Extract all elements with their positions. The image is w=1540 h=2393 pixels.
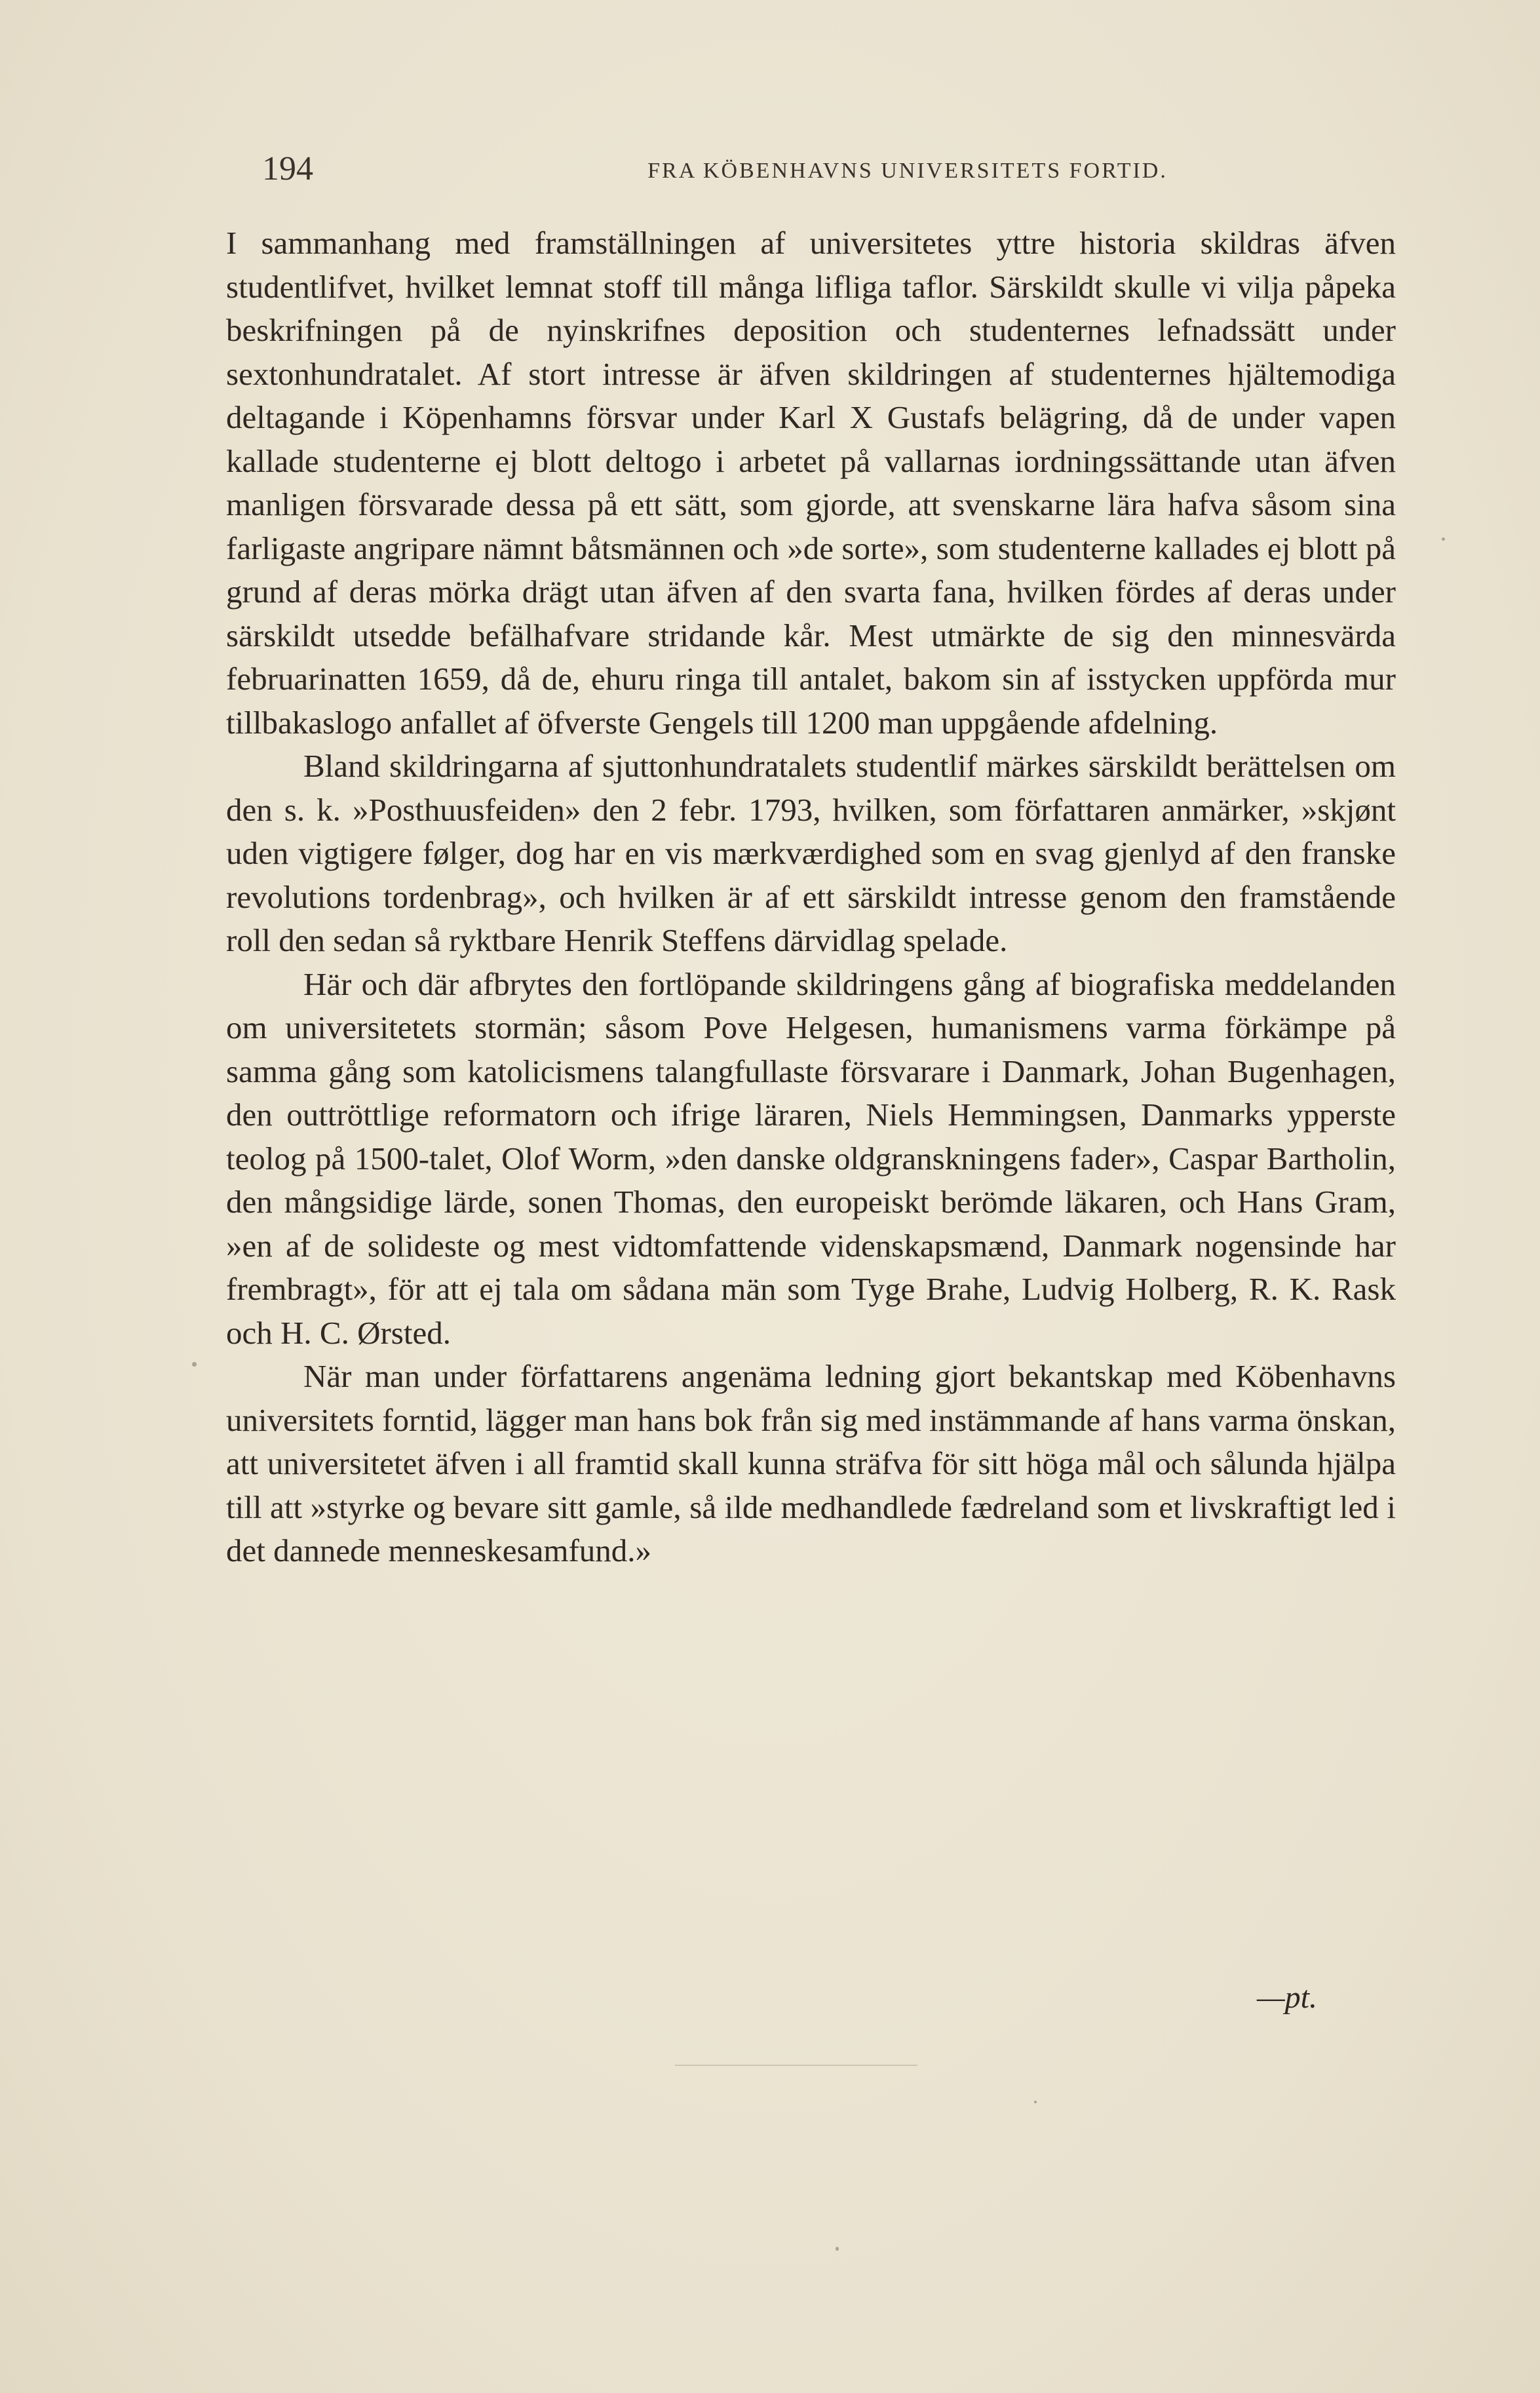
end-rule [675, 2065, 917, 2066]
paragraph-2: Bland skildringarna af sjuttonhundratalets studentlif märkes särskildt berättelsen om den s. k. »Posthuusfeiden» den 2 febr. 1793, hvilken, som författaren anmärker, »skjønt uden vigtigere følger, dog har en vis mærkværdighed som en svag gjenlyd af den franske revolutions tordenbrag», och hvilken är af ett särskildt intresse genom den framstående roll den sedan så ryktbare Henrik Steffens därvidlag spelade. [226, 748, 1396, 958]
author-signature: —pt. [1256, 1980, 1317, 2015]
paragraph-4: När man under författarens angenäma ledning gjort bekantskap med Köbenhavns universitets forntid, lägger man hans bok från sig med instämmande af hans varma önskan, att universitetet äfven i all framtid skall kunna sträfva för sitt höga mål och sålunda hjälpa till att »styrke og bevare sitt gamle, så ilde medhandlede fædreland som et livskraftigt led i det dannede menneskesamfund.» [226, 1358, 1396, 1568]
paper-speck [1034, 2101, 1037, 2103]
running-title: FRA KÖBENHAVNS UNIVERSITETS FORTID. [647, 159, 1168, 183]
paragraph-1: I sammanhang med framställningen af universitetes yttre historia skildras äfven studentlifvet, hvilket lemnat stoff till många lifliga taflor. Särskildt skulle vi vilja påpeka beskrifningen på de nyinskrifnes deposition och studenternes lefnadssätt under sextonhundratalet. Af stort intresse är äfven skildringen af studenternes hjältemodiga deltagande i Köpenhamns försvar under Karl X Gustafs belägring, då de under vapen kallade studenterne ej blott deltogo i arbetet på vallarnas iordningssättande utan äfven manligen försvarade dessa på ett sätt, som gjorde, att svenskarne lära hafva såsom sina farligaste angripare nämnt båtsmännen och »de sorte», som studenterne kallades ej blott på grund af deras mörka drägt utan äfven af den svarta fana, hvilken fördes af deras under särskildt utsedde befälhafvare stridande kår. Mest utmärkte de sig den minnesvärda februarinatten 1659, då de, ehuru ringa till antalet, bakom sin af isstycken uppförda mur tillbakaslogo anfallet af öfverste Gengels till 1200 man uppgående afdelning. [226, 225, 1396, 741]
article-body [226, 222, 1396, 1573]
page-header [262, 149, 1402, 195]
page-number: 194 [262, 150, 313, 187]
paper-speck [1442, 537, 1445, 541]
paper-speck [836, 2247, 839, 2251]
paragraph-3: Här och där afbrytes den fortlöpande skildringens gång af biografiska meddelanden om universitetets stormän; såsom Pove Helgesen, humanismens varma förkämpe på samma gång som katolicismens talangfullaste försvarare i Danmark, Johan Bugenhagen, den outtröttlige reformatorn och ifrige läraren, Niels Hemmingsen, Danmarks ypperste teolog på 1500-talet, Olof Worm, »den danske oldgranskningens fader», Caspar Bartholin, den mångsidige lärde, sonen Thomas, den europeiskt berömde läkaren, och Hans Gram, »en af de solideste og mest vidtomfattende videnskapsmænd, Danmark nogensinde har frembragt», för att ej tala om sådana män som Tyge Brahe, Ludvig Holberg, R. K. Rask och H. C. Ørsted. [226, 965, 1396, 1351]
paper-speck [192, 1362, 197, 1367]
